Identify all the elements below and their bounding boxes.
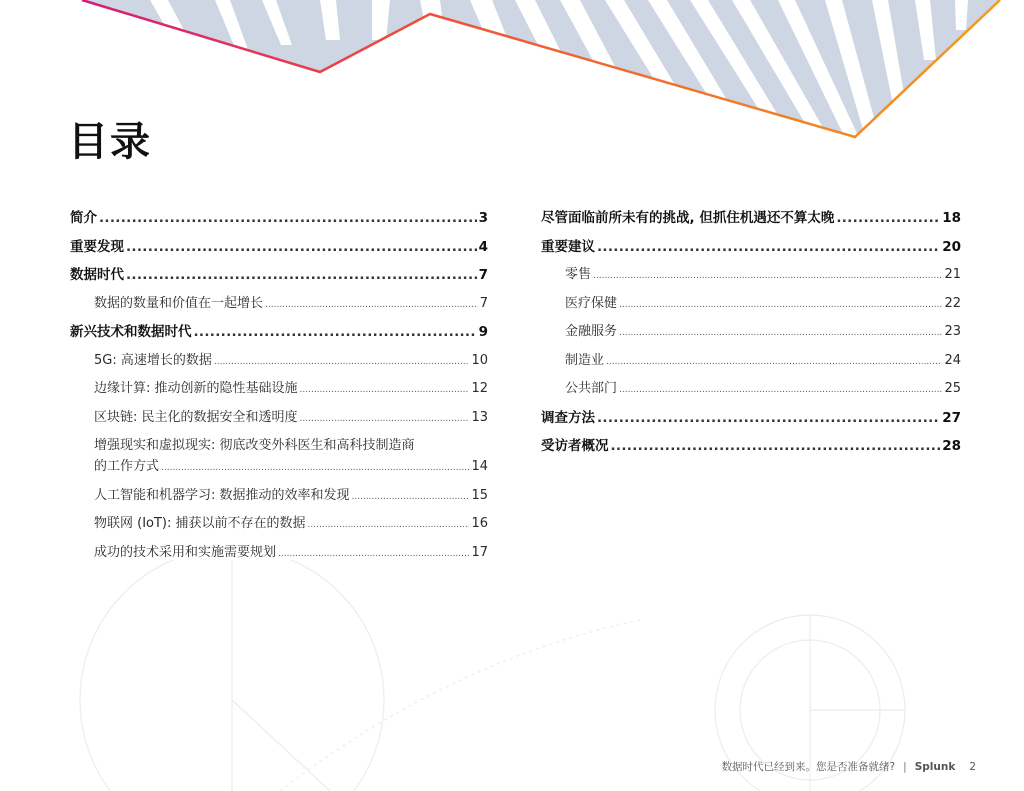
toc-page-number: 22 bbox=[944, 295, 961, 311]
toc-entry-label: 物联网 (IoT): 捕获以前不存在的数据 bbox=[94, 516, 306, 531]
footer-document-title: 数据时代已经到来。您是否准备就绪? bbox=[721, 761, 896, 773]
toc-page-number: 17 bbox=[471, 544, 488, 560]
toc-entry[interactable] bbox=[70, 206, 488, 226]
toc-subentry[interactable] bbox=[70, 455, 488, 475]
toc-leader-dots bbox=[619, 385, 942, 395]
toc-entry[interactable] bbox=[541, 406, 961, 426]
toc-entry-label: 医疗保健 bbox=[565, 295, 618, 311]
toc-leader-dots bbox=[278, 549, 469, 559]
toc-entry-label: 简介 bbox=[70, 210, 97, 226]
toc-page-number: 25 bbox=[944, 381, 961, 396]
background-decoration bbox=[0, 560, 1024, 791]
toc-leader-dots bbox=[126, 239, 477, 255]
toc-leader-dots bbox=[308, 520, 470, 530]
toc-leader-dots bbox=[352, 492, 470, 502]
toc-entry-label: 制造业 bbox=[565, 352, 605, 368]
toc-entry-label: 数据时代 bbox=[70, 267, 124, 283]
toc-leader-dots bbox=[597, 410, 940, 426]
toc-leader-dots bbox=[593, 271, 942, 281]
toc-subentry[interactable] bbox=[70, 512, 488, 532]
toc-subentry[interactable] bbox=[70, 377, 488, 397]
toc-page-number: 4 bbox=[478, 238, 488, 255]
toc-entry-label: 金融服务 bbox=[565, 324, 618, 339]
toc-page-number: 7 bbox=[479, 295, 488, 311]
toc-page-number: 18 bbox=[942, 210, 961, 226]
toc-page-number: 7 bbox=[478, 267, 488, 283]
toc-leader-dots bbox=[619, 300, 942, 310]
toc-entry[interactable] bbox=[70, 263, 488, 283]
toc-leader-dots bbox=[836, 210, 940, 226]
toc-page-number: 9 bbox=[478, 324, 488, 340]
toc-entry-label: 重要建议 bbox=[541, 238, 595, 255]
toc-leader-dots bbox=[606, 357, 942, 367]
toc-entry-label: 5G: 高速增长的数据 bbox=[94, 352, 212, 368]
toc-entry-label: 区块链: 民主化的数据安全和透明度 bbox=[94, 409, 298, 425]
toc-entry-label: 零售 bbox=[565, 267, 592, 282]
toc-entry-label: 公共部门 bbox=[565, 381, 618, 396]
page-footer bbox=[722, 759, 976, 774]
toc-page-number: 3 bbox=[478, 210, 488, 226]
toc-leader-dots bbox=[214, 357, 470, 367]
toc-page-number: 14 bbox=[471, 459, 488, 474]
toc-entry-label: 新兴技术和数据时代 bbox=[70, 324, 192, 340]
toc-entry[interactable] bbox=[541, 434, 961, 454]
toc-leader-dots bbox=[265, 300, 478, 310]
toc-page-number: 20 bbox=[942, 238, 961, 255]
toc-leader-dots bbox=[300, 385, 470, 395]
toc-subentry[interactable] bbox=[70, 292, 488, 312]
toc-leader-dots bbox=[619, 328, 942, 338]
toc-entry-label: 数据的数量和价值在一起增长 bbox=[94, 295, 264, 311]
toc-page-number: 24 bbox=[944, 352, 961, 368]
header-banner bbox=[0, 0, 1024, 145]
page-title: 目录 bbox=[68, 119, 152, 165]
toc-page-number: 23 bbox=[944, 324, 961, 339]
toc-entry-label: 调查方法 bbox=[541, 409, 595, 426]
toc-leader-dots bbox=[194, 324, 477, 340]
toc-entry-label: 边缘计算: 推动创新的隐性基础设施 bbox=[94, 381, 298, 396]
toc-leader-dots bbox=[99, 210, 477, 226]
toc-page-number: 28 bbox=[942, 438, 961, 454]
toc-page-number: 15 bbox=[471, 487, 488, 503]
toc-entry-label: 受访者概况 bbox=[541, 438, 609, 454]
toc-entry-label: 尽管面临前所未有的挑战, 但抓住机遇还不算太晚 bbox=[541, 210, 835, 226]
toc-leader-dots bbox=[161, 463, 469, 473]
toc-leader-dots bbox=[597, 239, 940, 255]
footer-brand: Splunk bbox=[914, 761, 956, 773]
toc-page-number: 12 bbox=[471, 381, 488, 396]
toc-entry-label-line1: 增强现实和虚拟现实: 彻底改变外科医生和高科技制造商 bbox=[94, 438, 415, 453]
toc-page-number: 10 bbox=[471, 352, 488, 368]
toc-entry[interactable] bbox=[541, 206, 961, 226]
toc-subentry[interactable] bbox=[541, 349, 961, 369]
toc-leader-dots bbox=[611, 438, 941, 454]
toc-subentry[interactable] bbox=[70, 349, 488, 369]
toc-leader-dots bbox=[126, 267, 477, 283]
toc-subentry[interactable] bbox=[541, 292, 961, 312]
toc-page-number: 21 bbox=[944, 267, 961, 282]
toc-subentry[interactable] bbox=[541, 263, 961, 283]
toc-entry-label: 成功的技术采用和实施需要规划 bbox=[94, 544, 277, 560]
toc-subentry[interactable] bbox=[70, 484, 488, 504]
toc-page-number: 16 bbox=[471, 516, 488, 531]
toc-entry[interactable] bbox=[70, 235, 488, 255]
toc-entry[interactable] bbox=[541, 235, 961, 255]
toc-leader-dots bbox=[300, 414, 470, 424]
toc-subentry[interactable] bbox=[541, 377, 961, 397]
toc-page-number: 13 bbox=[471, 409, 488, 425]
toc-subentry[interactable] bbox=[70, 541, 488, 561]
footer-page-number: 2 bbox=[969, 761, 976, 773]
toc-page-number: 27 bbox=[942, 409, 961, 426]
toc-subentry[interactable] bbox=[70, 406, 488, 426]
toc-entry-label: 重要发现 bbox=[70, 238, 124, 255]
toc-entry-label: 人工智能和机器学习: 数据推动的效率和发现 bbox=[94, 487, 350, 503]
toc-entry-label: 的工作方式 bbox=[94, 459, 160, 474]
toc-subentry[interactable] bbox=[541, 320, 961, 340]
toc-entry[interactable] bbox=[70, 320, 488, 340]
footer-separator: | bbox=[903, 761, 907, 773]
